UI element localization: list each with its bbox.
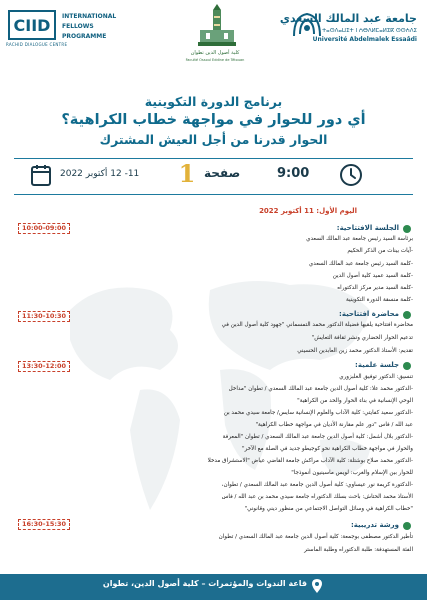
- section-line: تقديم: الأستاذ الدكتور محمد زين العابدين الحسيني: [297, 348, 413, 354]
- ciid-tagline: RACHID DIALOGUE CENTRE: [6, 42, 68, 47]
- faculty-caption: كلية أصول الدين تطوان: [190, 50, 240, 56]
- page-number: 1: [178, 160, 196, 186]
- section-bullet: [403, 522, 411, 530]
- info-divider: [14, 158, 413, 159]
- start-time: 9:00: [277, 166, 310, 181]
- page-number-badge: [176, 160, 198, 186]
- section-line: -كلمة السيد مدير مركز الدكتوراه: [337, 285, 413, 291]
- section-line: تدعيم الحوار الحضاري ونشر ثقافة التعايش": [311, 335, 413, 341]
- section-time: 10:00-09:00: [18, 223, 70, 234]
- section-line: -الدكتور بلال أشمل: كلية أصول الدين جامعة عبد المالك السعدي / تطوان "المعرفة: [222, 434, 413, 440]
- program-subtitle: الحوار قدرنا من أجل العيش المشترك: [99, 132, 328, 147]
- section-line: -الدكتور محمد علا: كلية أصول الدين جامعة عبد المالك السعدي / تطوان "مداخل: [228, 386, 413, 392]
- section-line: الفئة المستهدفة: طلبة الدكتوراه وطلبة الماستر: [304, 547, 413, 553]
- day-heading: اليوم الأول: 11 أكتوبر 2022: [259, 207, 357, 215]
- university-name-tifinagh: ⵜⴰⵙⴷⴰⵡⵉⵜ ⵏ ⵄⴱⴷⵍⵎⴰⵍⵉⴽ ⵙⵙⵄⴷⵉ: [321, 28, 417, 34]
- section-title: محاضرة افتتاحية:: [339, 310, 399, 318]
- section-line: "خطاب الكراهية في وسائل التواصل الاجتماعي من منظور ديني وقانوني": [244, 506, 413, 512]
- section-line: -الدكتور محمد صلاح بوشتلة: كلية الآداب مراكش جامعة القاضي عياض "الاستشراق مدخلا: [207, 458, 413, 464]
- section-title: الجلسة الافتتاحية:: [336, 224, 399, 232]
- section-bullet: [403, 311, 411, 319]
- fellows-programme-label: [62, 12, 116, 42]
- section-line: -كلمة منسقة الدورة التكوينية: [346, 297, 413, 303]
- section-line: تنسيق: الدكتور توفيق الغلبزوري: [339, 374, 413, 380]
- section-line: والحوار في مواجهة خطاب الكراهية نحو كوجيطو جديد في الصلة مع الآخر": [242, 446, 413, 452]
- section-line: الأستاذ محمد الحتاش: باحث بسلك الدكتوراه جامعة سيدي محمد بن عبد الله / فاس: [221, 494, 413, 500]
- section-line: عبد الله / فاس "دور علم مقارنة الأديان في مواجهة خطاب الكراهية": [255, 422, 413, 428]
- ciid-logo: CIID: [8, 10, 56, 40]
- mosque-logo-icon: [196, 4, 238, 50]
- section-line: -آيات بينات من الذكر الحكيم: [347, 248, 413, 254]
- university-name-french: Université Abdelmalek Essaâdi: [312, 36, 417, 43]
- ciid-text-line: INTERNATIONAL: [62, 13, 117, 20]
- section-title: جلسة علمية:: [355, 361, 399, 369]
- section-line: -كلمة السيد عميد كلية أصول الدين: [332, 273, 413, 279]
- section-bullet: [403, 225, 411, 233]
- section-bullet: [403, 362, 411, 370]
- section-line: الوحي الإنسانية في بناء الحوار والحد من الكراهية": [297, 398, 413, 404]
- ciid-text-line: PROGRAMME: [62, 33, 107, 40]
- section-time: 13:30-12:00: [18, 361, 70, 372]
- section-time: 11:30-10:30: [18, 311, 70, 322]
- clock-icon: [339, 163, 363, 187]
- venue-label: قاعة الندوات والمؤتمرات – كلية أصول الدين، تطوان: [102, 579, 307, 588]
- section-line: تأطير الدكتور مصطفى بوجمعة: كلية أصول الدين جامعة عبد المالك السعدي / تطوان: [218, 534, 413, 540]
- faculty-caption-fr: Faculté Ossoul Eddine de Tétouan: [185, 58, 245, 62]
- location-pin-icon: [312, 579, 322, 593]
- page-label: صفحة: [204, 166, 241, 180]
- header: [0, 0, 427, 75]
- section-line: -الدكتورة كريمة نور عيساوي: كلية أصول الدين جامعة عبد المالك السعدي / تطوان،: [221, 482, 413, 488]
- section-line: -الدكتور سعيد كفايتي: كلية الآداب والعلوم الإنسانية سايس/ جامعة سيدي محمد بن: [223, 410, 413, 416]
- university-name-arabic: جامعة عبد المالك السعدي: [279, 12, 417, 25]
- section-line: محاضرة افتتاحية يلقيها فضيلة الدكتور محمد التمسماني "جهود كلية أصول الدين في: [221, 322, 413, 328]
- world-map-background: [40, 220, 400, 550]
- section-line: -كلمة السيد رئيس جامعة عبد المالك السعدي: [308, 261, 413, 267]
- section-title: ورشة تدريبية:: [350, 521, 399, 529]
- section-line: للحوار بين الإسلام والغرب: لويس ماسينيون أنموذجا": [291, 470, 413, 476]
- program-theme: أي دور للحوار في مواجهة خطاب الكراهية؟: [61, 112, 366, 128]
- calendar-icon: [30, 163, 52, 187]
- section-line: برئاسة السيد رئيس جامعة عبد المالك السعدي: [306, 236, 413, 242]
- program-title: برنامج الدورة التكوينية: [144, 94, 283, 109]
- program-date: 11- 12 أكتوبر 2022: [60, 169, 140, 179]
- info-divider: [14, 194, 413, 195]
- ciid-text-line: FELLOWS: [62, 23, 94, 30]
- section-time: 16:30-15:30: [18, 519, 70, 530]
